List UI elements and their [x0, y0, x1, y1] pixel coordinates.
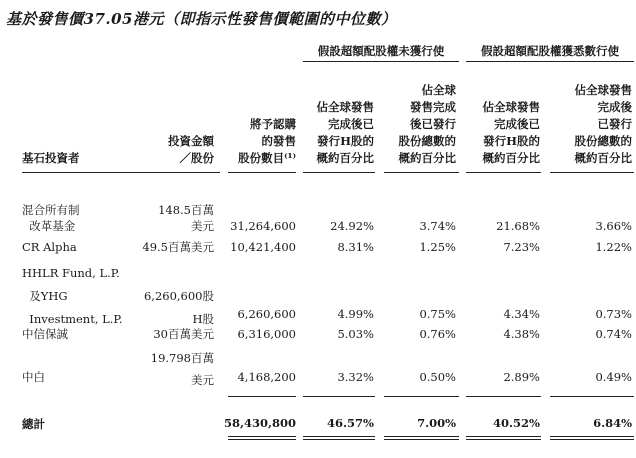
- row-g1-h: 8.31%: [337, 240, 374, 254]
- total-double-line: [550, 436, 634, 440]
- row-g1-t: 0.75%: [419, 307, 456, 321]
- group-underline: [466, 61, 634, 62]
- row-g1-h: 5.03%: [337, 327, 374, 341]
- page-title: 基於發售價37.05港元（即指示性發售價範圍的中位數）: [6, 10, 397, 28]
- row-g2-t: 0.49%: [595, 370, 632, 384]
- total-g1-t: 7.00%: [417, 416, 456, 430]
- subtotal-line: [550, 396, 634, 397]
- total-label: 總計: [22, 417, 45, 431]
- subtotal-line: [303, 396, 375, 397]
- row-investor: 中白: [22, 370, 45, 384]
- row-amount: 30百萬美元: [153, 327, 214, 341]
- row-g1-t: 0.76%: [419, 327, 456, 341]
- total-double-line: [466, 436, 541, 440]
- row-shares: 6,316,000: [237, 327, 296, 341]
- total-g1-h: 46.57%: [327, 416, 374, 430]
- row-g1-h: 4.99%: [337, 307, 374, 321]
- row-investor: HHLR Fund, L.P. 及YHG Investment, L.P.: [22, 266, 123, 326]
- header-amount: 投資金額 ／股份: [168, 134, 214, 165]
- total-g2-h: 40.52%: [493, 416, 540, 430]
- header-g2-pct-h: 佔全球發售 完成後已 發行H股的 概約百分比: [482, 100, 540, 165]
- row-investor: 混合所有制 改革基金: [22, 203, 80, 233]
- header-g1-pct-h: 佔全球發售 完成後已 發行H股的 概約百分比: [316, 100, 374, 165]
- row-g1-t: 1.25%: [419, 240, 456, 254]
- subtotal-line: [384, 396, 459, 397]
- header-underline: [550, 172, 634, 173]
- group-underline: [303, 61, 459, 62]
- row-amount: 6,260,600股 H股: [143, 289, 214, 326]
- total-double-line: [384, 436, 459, 440]
- row-shares: 10,421,400: [230, 240, 296, 254]
- row-amount: 148.5百萬 美元: [158, 203, 214, 233]
- header-underline: [384, 172, 459, 173]
- row-g2-t: 0.74%: [595, 327, 632, 341]
- row-amount: 49.5百萬美元: [142, 240, 214, 254]
- header-underline: [466, 172, 541, 173]
- group-heading-fully-exercised: 假設超額配股權獲悉數行使: [481, 44, 619, 58]
- total-g2-t: 6.84%: [593, 416, 632, 430]
- total-double-line: [303, 436, 375, 440]
- subtotal-line: [466, 396, 541, 397]
- header-investor: 基石投資者: [22, 151, 80, 165]
- row-g2-h: 7.23%: [503, 240, 540, 254]
- subtotal-line: [228, 396, 296, 397]
- total-shares: 58,430,800: [223, 416, 296, 430]
- row-g2-h: 4.34%: [503, 307, 540, 321]
- row-g1-h: 3.32%: [337, 370, 374, 384]
- row-shares: 6,260,600: [237, 307, 296, 321]
- group-heading-not-exercised: 假設超額配股權未獲行使: [317, 44, 445, 58]
- row-g1-t: 0.50%: [419, 370, 456, 384]
- row-g2-t: 3.66%: [595, 219, 632, 233]
- row-g2-h: 21.68%: [496, 219, 540, 233]
- row-g2-h: 4.38%: [503, 327, 540, 341]
- row-amount: 19.798百萬 美元: [150, 351, 214, 387]
- header-underline: [22, 172, 220, 173]
- row-g1-t: 3.74%: [419, 219, 456, 233]
- row-investor: 中信保誠: [22, 327, 68, 341]
- row-g2-t: 1.22%: [595, 240, 632, 254]
- header-shares: 將予認購 的發售 股份數目⁽¹⁾: [238, 117, 296, 165]
- total-double-line: [228, 436, 296, 440]
- row-shares: 31,264,600: [230, 219, 296, 233]
- row-g2-t: 0.73%: [595, 307, 632, 321]
- header-underline: [228, 172, 296, 173]
- row-g2-h: 2.89%: [503, 370, 540, 384]
- row-investor: CR Alpha: [22, 240, 77, 254]
- row-g1-h: 24.92%: [330, 219, 374, 233]
- row-shares: 4,168,200: [237, 370, 296, 384]
- header-underline: [303, 172, 375, 173]
- header-g2-pct-total: 佔全球發售 完成後 已發行 股份總數的 概約百分比: [574, 83, 632, 165]
- header-g1-pct-total: 佔全球 發售完成 後已發行 股份總數的 概約百分比: [398, 83, 456, 165]
